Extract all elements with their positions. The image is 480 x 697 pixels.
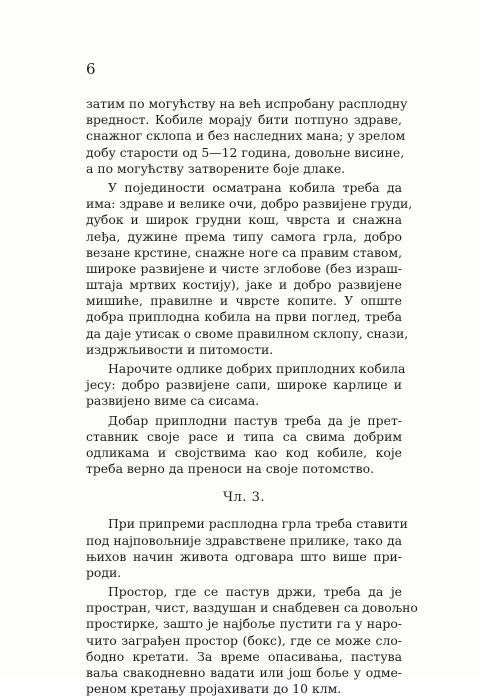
text-line: а по могућству затворените боје длаке. [86, 160, 346, 176]
text-line: њихов начин живота одговара што више при- [86, 548, 402, 564]
paragraph [86, 584, 418, 697]
text-line: ваља свакодневно вадати или још боље у одме- [86, 665, 402, 680]
page-number: 6 [86, 60, 96, 78]
text-line: добу старости од 5—12 година, довољне висине, [86, 144, 405, 160]
text-line: При припреми расплодна грла треба ставити [108, 516, 408, 532]
text-line: под најповољније здравствене прилике, тако да [86, 532, 402, 548]
page-content [86, 96, 418, 697]
text-line: роди. [86, 564, 122, 580]
text-line: мишиће, правилне и чврсте копите. У опште [86, 293, 402, 309]
text-line: У појединости осматрана кобила треба да [108, 179, 402, 195]
text-line: ставник своје расе и типа са свима добрим [86, 428, 402, 444]
text-line: вредност. Кобиле морају бити потпуно здраве, [86, 112, 402, 128]
text-line: издржљивости и питомости. [86, 341, 274, 357]
text-line: широке развијене и чисте зглобове (без израш- [86, 260, 402, 276]
paragraph [86, 179, 413, 358]
paragraph [86, 413, 402, 478]
text-line: везане крстине, снажне ноге са правим ставом, [86, 244, 403, 260]
text-line: јесу: добро развијене сапи, широке карлице и [86, 377, 402, 393]
text-line: простирке, зашто је најбоље пустити га у наро- [86, 616, 402, 632]
text-line: Нарочите одлике добрих приплодних кобила [108, 361, 406, 376]
section-heading: Чл. 3. [223, 490, 265, 506]
paragraph [86, 516, 408, 581]
text-line: реном кретању пројахивати до 10 клм. [86, 681, 342, 697]
text-line: развијено виме са сисама. [86, 393, 260, 409]
text-line: има: здраве и велике очи, добро развијене груди, [86, 196, 413, 212]
text-line: да даје утисак о своме правилном склопу, снази, [86, 325, 409, 341]
text-line: бодно кретати. За време опасивања, пастува [86, 648, 402, 664]
text-line: добра приплодна кобила на први поглед, треба [86, 309, 402, 325]
text-line: одликама и својствима као код кобиле, које [86, 444, 402, 460]
paragraphs-before-heading [86, 96, 413, 477]
text-line: штаја мртвих костију), јаке и добро развијене [86, 277, 402, 293]
text-line: леђа, дужине према типу самога грла, добро [86, 228, 402, 244]
text-line: Простор, где се пастув држи, треба да је [108, 584, 402, 600]
text-line: снажног склопа и без наследних мана; у зрелом [86, 128, 406, 144]
text-line: треба верно да преноси на своје потомство. [86, 461, 375, 477]
paragraphs-after-heading [86, 516, 418, 697]
text-line: Добар приплодни пастув треба да је прет- [108, 412, 402, 428]
text-line: простран, чист, ваздушан и снабдевен са довољно [86, 600, 418, 616]
paragraph [86, 96, 408, 177]
text-line: чито заграђен простор (бокс), где се може сло- [86, 632, 402, 648]
text-line: затим по могућству на већ испробану расплодну [86, 96, 408, 111]
text-line: дубок и широк грудни кош, чврста и снажна [86, 212, 402, 228]
paragraph [86, 361, 406, 410]
